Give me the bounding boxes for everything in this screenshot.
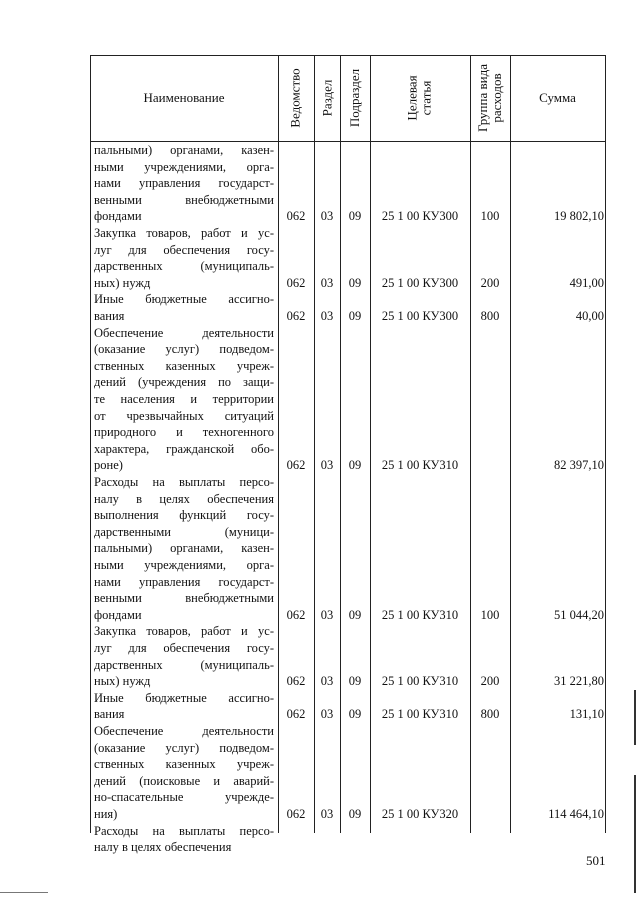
row-pod-cell: 09	[348, 707, 362, 722]
row-cs-cell: 25 1 00 КУ300	[381, 275, 459, 290]
row-name-line: характера, гражданской обо-	[94, 441, 274, 456]
header-celevaya	[370, 55, 470, 141]
row-name-line: Расходы на выплаты персо-	[94, 475, 274, 489]
row-name-line: природного и техногенного	[94, 425, 274, 440]
row-sum-cell: 40,00	[575, 309, 604, 323]
row-name-line: вания	[94, 308, 125, 323]
row-name-line: но-спасательные учрежде-	[94, 790, 274, 805]
row-name-line: ния)	[94, 806, 118, 821]
row-name	[94, 690, 274, 723]
row-ved-cell: 062	[286, 275, 306, 290]
row-name	[94, 474, 274, 623]
scan-edge-mark	[0, 892, 48, 893]
header-vedomstvo	[278, 55, 314, 141]
row-pod-cell: 09	[348, 458, 362, 473]
row-cs-cell: 25 1 00 КУ310	[381, 607, 459, 622]
row-name-line: луг для обеспечения госу-	[94, 242, 274, 257]
row-sum-cell: 491,00	[569, 275, 604, 290]
row-name-line: Иные бюджетные ассигно-	[94, 292, 274, 307]
budget-table	[90, 55, 606, 855]
row-name-line: от чрезвычайных ситуаций	[94, 408, 274, 423]
row-name	[94, 623, 274, 689]
row-grp-cell: 200	[480, 275, 500, 290]
row-ved-cell: 062	[286, 674, 306, 689]
row-sum-cell: 82 397,10	[554, 458, 604, 473]
row-name-line: нами управления государст-	[94, 176, 274, 191]
row-ved-cell: 062	[286, 209, 306, 224]
row-name-line: пальными) органами, казен-	[94, 541, 274, 556]
row-cs-cell: 25 1 00 КУ300	[381, 309, 459, 323]
table-border-left	[90, 55, 91, 833]
row-name-line: венными внебюджетными	[94, 192, 274, 207]
row-grp-cell: 200	[480, 674, 500, 689]
row-name-line: дений (поисковые и аварий-	[94, 773, 274, 788]
row-name-line: ственных казенных учреж-	[94, 757, 274, 772]
row-raz-cell: 03	[320, 458, 334, 473]
row-name-line: венными внебюджетными	[94, 591, 274, 606]
row-name-line: налу в целях обеспечения	[94, 840, 232, 855]
header-podrazdel	[340, 55, 370, 141]
row-name-line: (оказание услуг) подведом-	[94, 740, 274, 755]
row-pod-cell: 09	[348, 807, 362, 821]
row-name-line: фондами	[94, 209, 142, 224]
scan-edge-mark	[634, 775, 636, 893]
row-name-line: налу в целях обеспечения	[94, 491, 274, 506]
header-celevaya-line2: статья	[418, 80, 434, 116]
row-raz-cell: 03	[320, 674, 334, 689]
row-name	[94, 723, 274, 823]
page-number: 501	[586, 853, 606, 868]
row-sum-cell: 31 221,80	[554, 674, 604, 689]
row-name-line: Иные бюджетные ассигно-	[94, 690, 274, 705]
row-name-line: дарственными (муници-	[94, 524, 274, 539]
row-name-line: ных) нужд	[94, 674, 151, 689]
row-name-line: (оказание услуг) подведом-	[94, 342, 274, 357]
row-name-line: вания	[94, 707, 125, 722]
row-name-line: дений (учреждения по защи-	[94, 375, 274, 390]
row-name-line: выполнения функций госу-	[94, 508, 274, 523]
row-name-line: ными учреждениями, орга-	[94, 159, 274, 174]
row-pod-cell: 09	[348, 275, 362, 290]
row-sum-cell: 51 044,20	[554, 607, 604, 622]
row-ved-cell: 062	[286, 807, 306, 821]
row-name	[94, 225, 274, 291]
row-name-line: те населения и территории	[94, 391, 274, 406]
row-name-line: Закупка товаров, работ и ус-	[94, 226, 274, 240]
row-name-line: Расходы на выплаты персо-	[94, 823, 274, 838]
row-pod-cell: 09	[348, 674, 362, 689]
row-name-line: Обеспечение деятельности	[94, 325, 274, 340]
row-name-line: ными учреждениями, орга-	[94, 557, 274, 572]
row-name-line: нами управления государст-	[94, 574, 274, 589]
header-razdel-label: Раздел	[319, 79, 334, 117]
row-cs-cell: 25 1 00 КУ320	[381, 807, 459, 821]
row-name-line: фондами	[94, 607, 142, 622]
row-raz-cell: 03	[320, 309, 334, 323]
header-name	[90, 55, 278, 141]
header-razdel	[314, 55, 340, 141]
row-raz-cell: 03	[320, 607, 334, 622]
row-grp-cell: 800	[480, 309, 500, 323]
row-name-line: ных) нужд	[94, 275, 151, 290]
row-name-line: луг для обеспечения госу-	[94, 640, 274, 655]
header-summa-label: Сумма	[539, 90, 576, 105]
row-grp-cell: 100	[480, 209, 500, 224]
header-gruppa-label	[476, 64, 504, 132]
table-border-right	[605, 55, 606, 833]
row-name	[94, 142, 274, 225]
row-cs-cell: 25 1 00 КУ300	[381, 209, 459, 224]
row-raz-cell: 03	[320, 209, 334, 224]
row-sum-cell: 114 464,10	[548, 807, 604, 821]
row-name	[94, 823, 274, 856]
header-name-label: Наименование	[143, 90, 225, 105]
row-name	[94, 291, 274, 324]
row-name	[94, 325, 274, 474]
row-grp-cell: 800	[480, 707, 500, 722]
row-raz-cell: 03	[320, 275, 334, 290]
row-ved-cell: 062	[286, 309, 306, 323]
row-pod-cell: 09	[348, 209, 362, 224]
row-ved-cell: 062	[286, 707, 306, 722]
row-pod-cell: 09	[348, 309, 362, 323]
header-gruppa-line2: расходов	[489, 73, 505, 123]
row-cs-cell: 25 1 00 КУ310	[381, 674, 459, 689]
row-sum-cell: 131,10	[569, 707, 604, 722]
row-raz-cell: 03	[320, 707, 334, 722]
header-summa	[510, 55, 605, 141]
row-name-line: дарственных (муниципаль-	[94, 259, 274, 274]
row-sum-cell: 19 802,10	[554, 209, 604, 224]
row-cs-cell: 25 1 00 КУ310	[381, 458, 459, 473]
header-celevaya-label	[406, 75, 434, 120]
row-name-line: Обеспечение деятельности	[94, 724, 274, 738]
header-celevaya-line1: Целевая	[404, 75, 420, 121]
row-name-line: дарственных (муниципаль-	[94, 657, 274, 672]
header-gruppa-line1: Группа вида	[475, 64, 491, 132]
header-vedomstvo-label: Ведомство	[288, 68, 303, 128]
row-name-line: роне)	[94, 458, 123, 473]
header-podrazdel-label: Подраздел	[347, 68, 363, 128]
header-gruppa	[470, 55, 510, 141]
row-ved-cell: 062	[286, 607, 306, 622]
row-grp-cell: 100	[480, 607, 500, 622]
row-ved-cell: 062	[286, 458, 306, 473]
row-name-line: пальными) органами, казен-	[94, 143, 274, 157]
row-cs-cell: 25 1 00 КУ310	[381, 707, 459, 722]
row-raz-cell: 03	[320, 807, 334, 821]
row-name-line: Закупка товаров, работ и ус-	[94, 624, 274, 639]
row-pod-cell: 09	[348, 607, 362, 622]
row-name-line: ственных казенных учреж-	[94, 358, 274, 373]
scan-edge-mark	[634, 690, 636, 745]
